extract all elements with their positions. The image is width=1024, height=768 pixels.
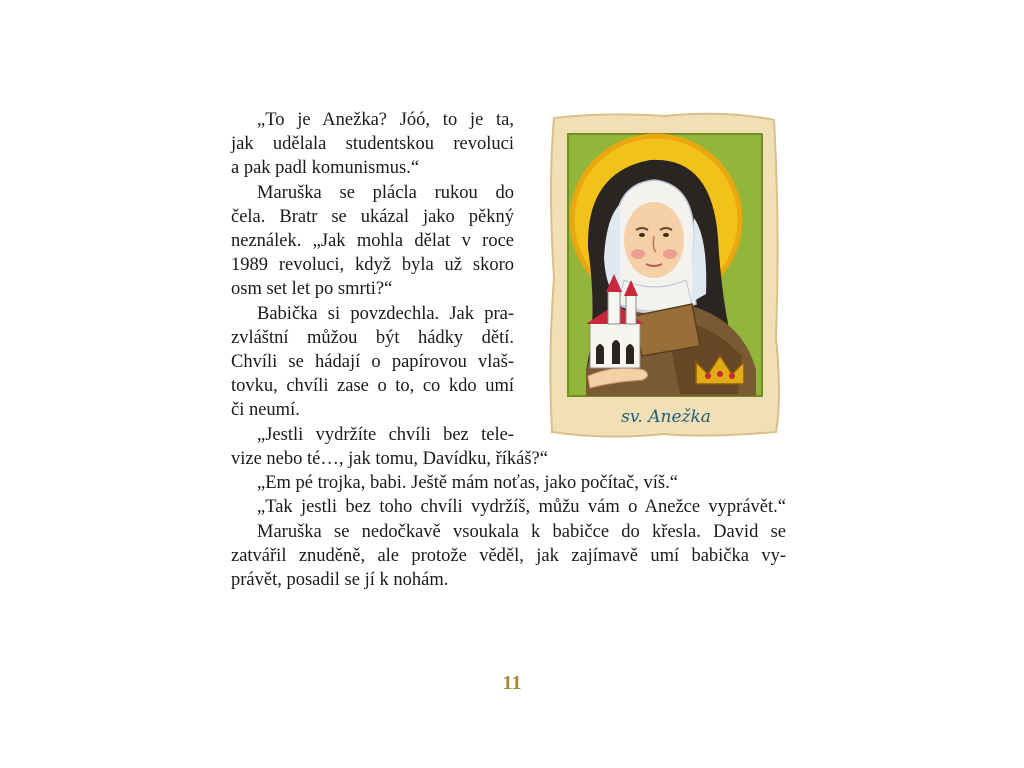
text-line: „Jestli vydržíte chvíli bez tele-: [257, 425, 514, 445]
saint-agnes-illustration: [546, 108, 782, 440]
text-line: tovku, chvíli zase o to, co kdo umí: [231, 376, 514, 396]
text-line: zatvářil znuděně, ale protože věděl, jak zajímavě umí babička vy-: [231, 546, 786, 566]
text-line: Chvíli se hádají o papírovou vlaš-: [231, 352, 514, 372]
text-line: „To je Anežka? Jóó, to je ta,: [257, 110, 514, 130]
text-line: „Em pé trojka, babi. Ještě mám noťas, jako počítač, víš.“: [257, 473, 678, 493]
text-line: Maruška se nedočkavě vsoukala k babičce do křesla. David se: [257, 522, 786, 542]
illustration-caption: sv. Anežka: [621, 407, 711, 427]
text-line: vize nebo té…, jak tomu, Davídku, říkáš?“: [231, 449, 548, 469]
saint-agnes-painting: [546, 108, 782, 440]
text-line: či neumí.: [231, 400, 300, 420]
text-line: čela. Bratr se ukázal jako pěkný: [231, 207, 514, 227]
text-line: „Tak jestli bez toho chvíli vydržíš, můžu vám o Anežce vyprávět.“: [257, 497, 786, 517]
text-line: právět, posadil se jí k nohám.: [231, 570, 449, 590]
text-line: Babička si povzdechla. Jak pra-: [257, 304, 514, 324]
text-line: jak udělala studentskou revoluci: [231, 134, 514, 154]
text-line: a pak padl komunismus.“: [231, 158, 420, 178]
text-line: zvláštní můžou být hádky dětí.: [231, 328, 514, 348]
text-line: neználek. „Jak mohla dělat v roce: [231, 231, 514, 251]
text-line: 1989 revoluci, když byla už skoro: [231, 255, 514, 275]
page-number: 11: [502, 672, 522, 694]
text-line: Maruška se plácla rukou do: [257, 183, 514, 203]
text-line: osm set let po smrti?“: [231, 279, 393, 299]
